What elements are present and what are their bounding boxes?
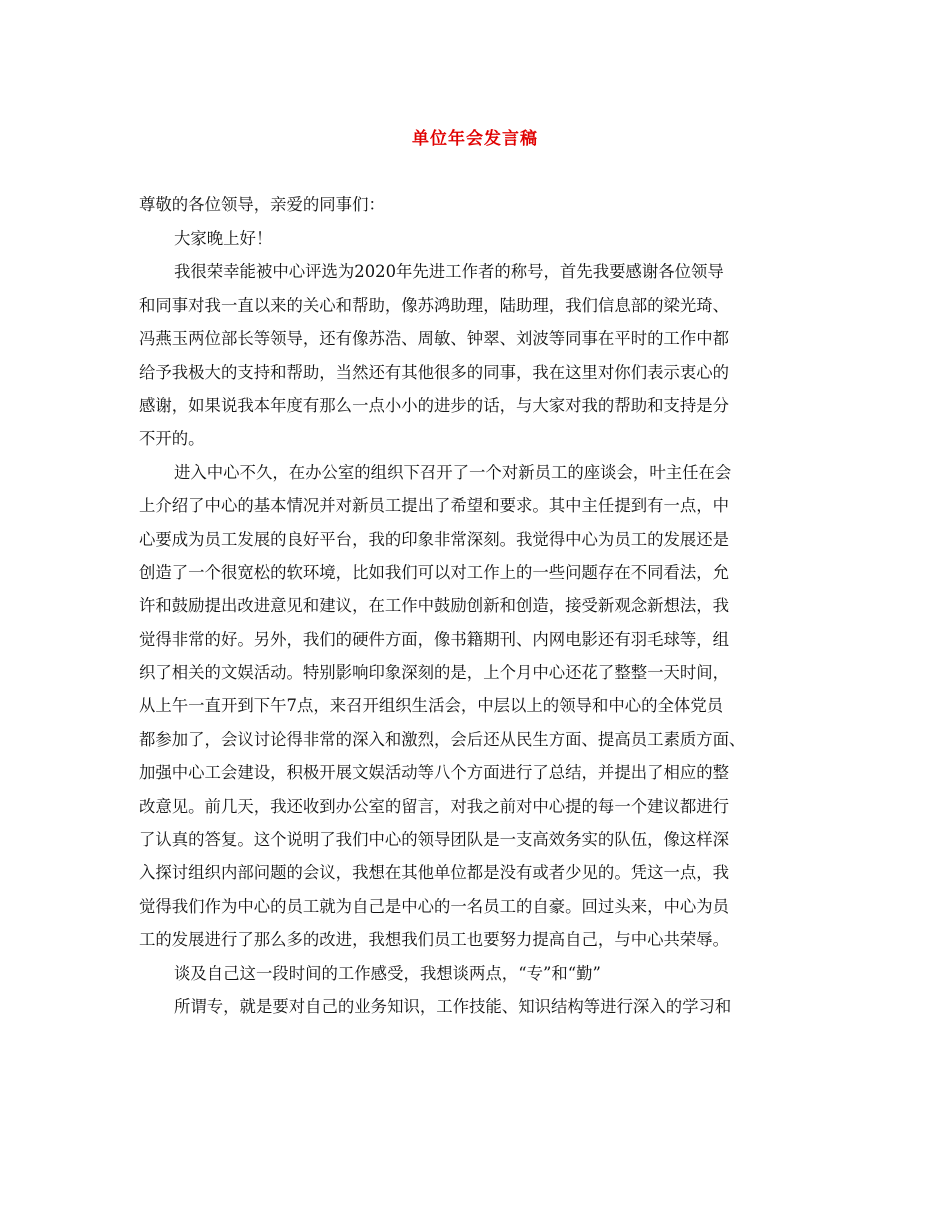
paragraph-line: 心要成为员工发展的良好平台，我的印象非常深刻。我觉得中心为员工的发展还是 bbox=[139, 529, 730, 549]
paragraph bbox=[139, 957, 811, 990]
paragraph-line: 觉得我们作为中心的员工就为自己是中心的一名员工的自豪。回过头来，中心为员 bbox=[139, 896, 730, 916]
paragraph-line: 加强中心工会建设，积极开展文娱活动等八个方面进行了总结，并提出了相应的整 bbox=[139, 763, 730, 783]
paragraph-line: 谈及自己这一段时间的工作感受，我想谈两点，“专”和“勤” bbox=[174, 963, 601, 983]
paragraph-line: 入探讨组织内部问题的会议，我想在其他单位都是没有或者少见的。凭这一点，我 bbox=[139, 863, 730, 883]
paragraph-line: 改意见。前几天，我还收到办公室的留言，对我之前对中心提的每一个建议都进行 bbox=[139, 796, 730, 816]
paragraph-line: 都参加了，会议讨论得非常的深入和激烈，会后还从民生方面、提高员工素质方面、 bbox=[139, 729, 746, 749]
paragraph bbox=[139, 222, 811, 255]
paragraph-line: 不开的。 bbox=[139, 429, 205, 449]
paragraph-list bbox=[139, 222, 811, 1023]
salutation: 尊敬的各位领导，亲爱的同事们： bbox=[139, 195, 385, 214]
document-body bbox=[139, 188, 811, 1023]
paragraph bbox=[139, 456, 811, 957]
paragraph-line: 觉得非常的好。另外，我们的硬件方面，像书籍期刊、内网电影还有羽毛球等，组 bbox=[139, 629, 730, 649]
paragraph-line: 了认真的答复。这个说明了我们中心的领导团队是一支高效务实的队伍，像这样深 bbox=[139, 830, 730, 850]
paragraph-line: 许和鼓励提出改进意见和建议，在工作中鼓励创新和创造，接受新观念新想法，我 bbox=[139, 596, 730, 616]
paragraph-line: 感谢，如果说我本年度有那么一点小小的进步的话，与大家对我的帮助和支持是分 bbox=[139, 395, 730, 415]
paragraph-line: 工的发展进行了那么多的改进，我想我们员工也要努力提高自己，与中心共荣辱。 bbox=[139, 930, 730, 950]
paragraph-line: 创造了一个很宽松的软环境，比如我们可以对工作上的一些问题存在不同看法，允 bbox=[139, 562, 730, 582]
document-title: 单位年会发言稿 bbox=[412, 129, 538, 149]
paragraph-line: 从上午一直开到下午7点，来召开组织生活会，中层以上的领导和中心的全体党员 bbox=[139, 696, 724, 716]
paragraph-line: 上介绍了中心的基本情况并对新员工提出了希望和要求。其中主任提到有一点，中 bbox=[139, 496, 730, 516]
paragraph-line: 所谓专，就是要对自己的业务知识，工作技能、知识结构等进行深入的学习和 bbox=[174, 996, 732, 1016]
paragraph-line: 我很荣幸能被中心评选为2020年先进工作者的称号，首先我要感谢各位领导 bbox=[174, 262, 724, 282]
paragraph bbox=[139, 990, 811, 1023]
paragraph-line: 给予我极大的支持和帮助，当然还有其他很多的同事，我在这里对你们表示衷心的 bbox=[139, 362, 730, 382]
paragraph-line: 冯燕玉两位部长等领导，还有像苏浩、周敏、钟翠、刘波等同事在平时的工作中都 bbox=[139, 329, 730, 349]
paragraph-line: 和同事对我一直以来的关心和帮助，像苏鸿助理，陆助理，我们信息部的梁光琦、 bbox=[139, 295, 730, 315]
paragraph-line: 大家晚上好！ bbox=[174, 229, 273, 248]
paragraph-line: 织了相关的文娱活动。特别影响印象深刻的是，上个月中心还花了整整一天时间， bbox=[139, 663, 730, 683]
paragraph-line: 进入中心不久，在办公室的组织下召开了一个对新员工的座谈会，叶主任在会 bbox=[174, 462, 732, 482]
paragraph bbox=[139, 255, 811, 455]
